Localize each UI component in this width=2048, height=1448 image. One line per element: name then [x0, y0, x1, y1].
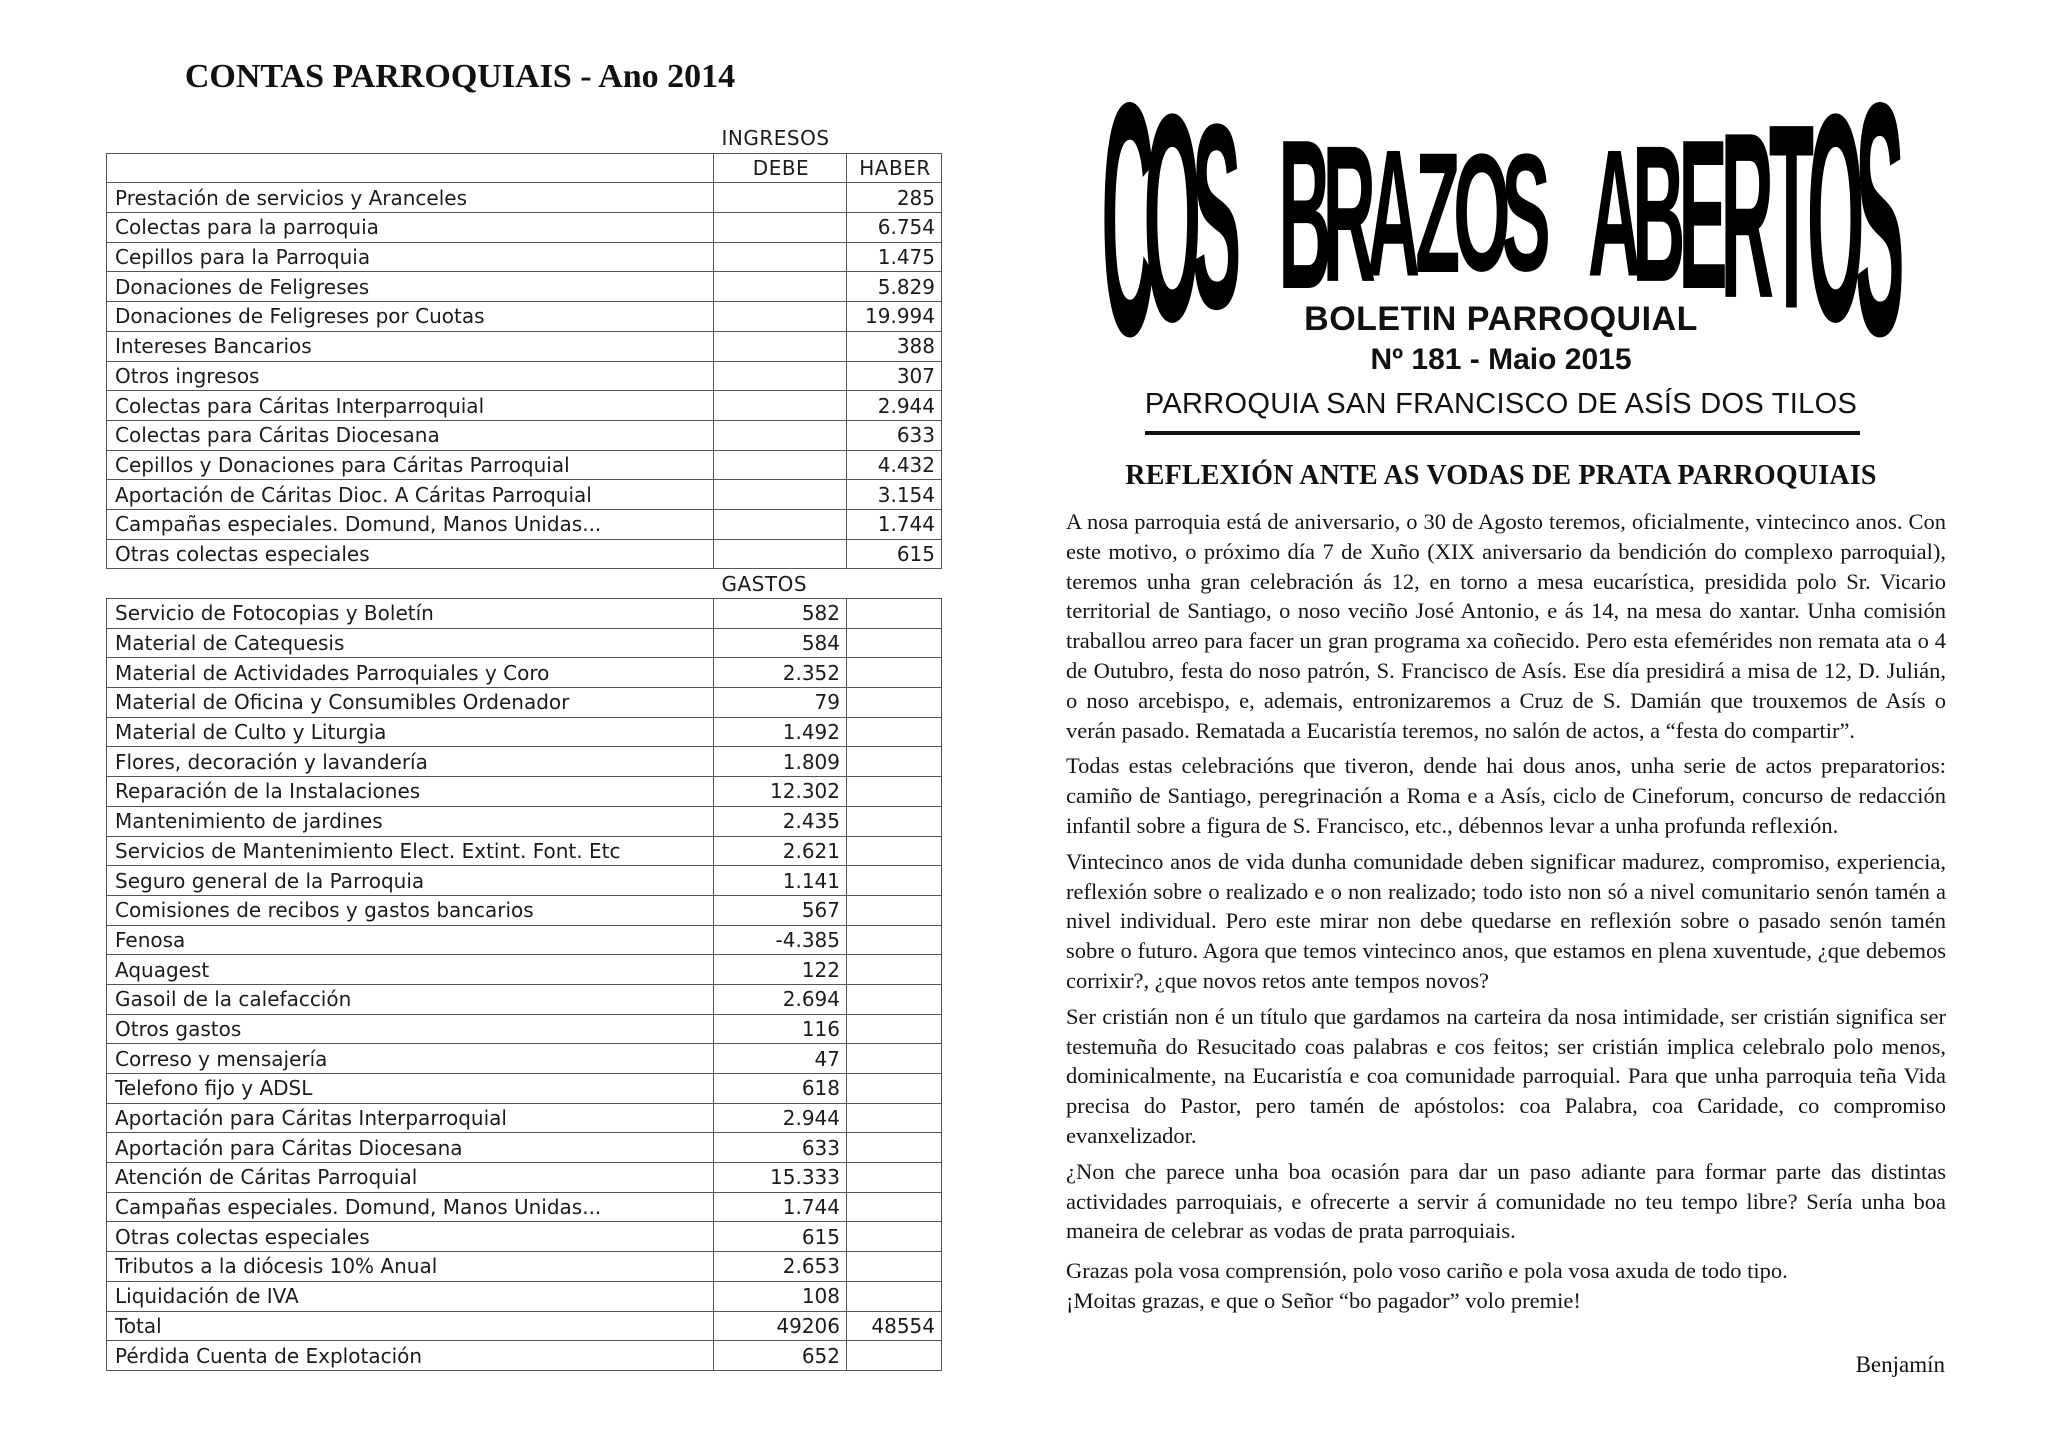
- table-row: [107, 331, 942, 361]
- masthead-letter: C: [1101, 70, 1155, 350]
- masthead-letter: R: [1322, 106, 1376, 324]
- table-row: [107, 213, 942, 243]
- concept-cell: Campañas especiales. Domund, Manos Unidas...: [107, 1192, 714, 1222]
- haber-cell: [847, 1103, 942, 1133]
- debe-cell: 2.621: [714, 836, 847, 866]
- concept-cell: Material de Oficina y Consumibles Ordenador: [107, 688, 714, 718]
- concept-cell: Colectas para Cáritas Diocesana: [107, 420, 714, 450]
- section-row: [107, 124, 942, 153]
- section-label-gastos: GASTOS: [721, 571, 808, 596]
- masthead-letter: E: [1678, 95, 1728, 334]
- table-row: [107, 302, 942, 332]
- haber-cell: 633: [847, 420, 942, 450]
- concept-cell: Seguro general de la Parroquia: [107, 866, 714, 896]
- table-row: [107, 183, 942, 213]
- haber-cell: [847, 628, 942, 658]
- table-row: [107, 895, 942, 925]
- concept-cell: Colectas para la parroquia: [107, 213, 714, 243]
- debe-cell: 615: [714, 1222, 847, 1252]
- debe-cell: 2.352: [714, 658, 847, 688]
- haber-cell: [847, 717, 942, 747]
- section-row: [107, 569, 942, 599]
- haber-cell: 285: [847, 183, 942, 213]
- concept-cell: Material de Culto y Liturgia: [107, 717, 714, 747]
- article-paragraph: Vintecinco anos de vida dunha comunidade deben significar madurez, compromiso, experiencia, reflexión sobre o realizado e o non realizado; todo isto non só a nivel comunitario senón tamén a nivel individual. Pero este mirar non debe quedarse en reflexión sobre o pasado senón tamén sobre o futuro. Agora que temos vintecinco anos, que estamos en plena xuventude, ¿que debemos corrixir?, ¿que novos retos ante tempos novos?: [1066, 848, 1946, 993]
- haber-cell: [847, 866, 942, 896]
- haber-cell: [847, 1044, 942, 1074]
- masthead-letter: S: [1501, 120, 1551, 307]
- debe-cell: [714, 539, 847, 569]
- concept-cell: Aportación de Cáritas Dioc. A Cáritas Parroquial: [107, 480, 714, 510]
- debe-cell: 633: [714, 1133, 847, 1163]
- table-row: [107, 1281, 942, 1311]
- debe-cell: 1.492: [714, 717, 847, 747]
- table-row: [107, 1014, 942, 1044]
- debe-cell: 15.333: [714, 1163, 847, 1193]
- haber-cell: 19.994: [847, 302, 942, 332]
- haber-cell: 307: [847, 361, 942, 391]
- concept-cell: Aquagest: [107, 955, 714, 985]
- table-row: [107, 836, 942, 866]
- table-row: [107, 1222, 942, 1252]
- masthead-letter: B: [1278, 95, 1332, 334]
- blank-cell: [107, 124, 714, 153]
- debe-cell: 1.809: [714, 747, 847, 777]
- haber-cell: [847, 1222, 942, 1252]
- table-row: [107, 1252, 942, 1282]
- closing-line: ¡Moitas grazas, e que o Señor “bo pagador” volo premie!: [1066, 1287, 1581, 1313]
- debe-cell: 2.435: [714, 806, 847, 836]
- debe-cell: 584: [714, 628, 847, 658]
- table-row: [107, 717, 942, 747]
- concept-cell: Liquidación de IVA: [107, 1281, 714, 1311]
- masthead-letter: T: [1768, 70, 1815, 350]
- debe-cell: [714, 480, 847, 510]
- loss-label: Pérdida Cuenta de Explotación: [107, 1341, 714, 1371]
- masthead-letter: O: [1806, 70, 1865, 350]
- haber-cell: [847, 1014, 942, 1044]
- accounts-title: CONTAS PARROQUIAIS - Ano 2014: [184, 58, 736, 95]
- table-row: [107, 1074, 942, 1104]
- concept-cell: Otras colectas especiales: [107, 1222, 714, 1252]
- haber-cell: [847, 925, 942, 955]
- debe-cell: [714, 391, 847, 421]
- concept-cell: Cepillos para la Parroquia: [107, 242, 714, 272]
- concept-cell: Otros gastos: [107, 1014, 714, 1044]
- concept-cell: Aportación para Cáritas Diocesana: [107, 1133, 714, 1163]
- masthead-letter: S: [1855, 70, 1905, 350]
- masthead-letter: R: [1720, 85, 1774, 349]
- debe-cell: [714, 420, 847, 450]
- table-row: [107, 420, 942, 450]
- debe-cell: 1.744: [714, 1192, 847, 1222]
- table-row: [107, 599, 942, 629]
- haber-cell: 5.829: [847, 272, 942, 302]
- table-row: [107, 272, 942, 302]
- haber-cell: [847, 895, 942, 925]
- concept-cell: Tributos a la diócesis 10% Anual: [107, 1252, 714, 1282]
- article-paragraph: Todas estas celebracións que tiveron, dende hai dous anos, unha serie de actos preparatorios: camiño de Santiago, peregrinación a Roma e a Asís, ciclo de Cineforum, concurso de redacción infantil sobre a figura de S. Francisco, etc., débennos levar a unha profunda reflexión.: [1066, 753, 1946, 838]
- concept-cell: Correso y mensajería: [107, 1044, 714, 1074]
- concept-cell: Atención de Cáritas Parroquial: [107, 1163, 714, 1193]
- concept-cell: Gasoil de la calefacción: [107, 984, 714, 1014]
- debe-cell: 116: [714, 1014, 847, 1044]
- table-row: [107, 1192, 942, 1222]
- debe-cell: 2.653: [714, 1252, 847, 1282]
- table-row: [107, 1044, 942, 1074]
- haber-cell: [847, 1133, 942, 1163]
- table-row: [107, 242, 942, 272]
- table-row: [107, 866, 942, 896]
- header-divider: [1145, 431, 1860, 435]
- concept-cell: Campañas especiales. Domund, Manos Unidas...: [107, 509, 714, 539]
- article-paragraph: A nosa parroquia está de aniversario, o 30 de Agosto teremos, oficialmente, vintecinco anos. Con este motivo, o próximo día 7 de Xuño (XIX aniversario da bendición do complexo parroquial), teremos unha gran celebración ás 12, en torno a mesa eucarística, presidida polo Sr. Vicario territorial de Santiago, o noso veciño José Antonio, e ás 14, na mesa do xantar. Unha comisión traballou arreo para facer un gran programa xa coñecido. Pero esta efemérides non remata ata o 4 de Outubro, festa do noso patrón, S. Francisco de Asís. Ese día presidirá a misa de 12, D. Julián, o noso arcebispo, e, ademais, entronizaremos a Cruz de S. Damián que trouxemos de Asís o verán pasado. Rematada a Eucaristía teremos, no salón de actos, a “festa do compartir”.: [1066, 509, 1946, 743]
- issue-number: Nº 181 - Maio 2015: [1370, 343, 1632, 376]
- concept-cell: Flores, decoración y lavandería: [107, 747, 714, 777]
- debe-cell: [714, 213, 847, 243]
- haber-cell: [847, 1252, 942, 1282]
- concept-cell: Fenosa: [107, 925, 714, 955]
- haber-cell: [847, 806, 942, 836]
- concept-cell: Telefono fijo y ADSL: [107, 1074, 714, 1104]
- table-row: [107, 1103, 942, 1133]
- blank-cell: [107, 569, 714, 599]
- haber-cell: [847, 747, 942, 777]
- haber-cell: [847, 658, 942, 688]
- concept-cell: Servicios de Mantenimiento Elect. Extint. Font. Etc: [107, 836, 714, 866]
- haber-cell: [847, 1192, 942, 1222]
- concept-cell: Aportación para Cáritas Interparroquial: [107, 1103, 714, 1133]
- debe-cell: 122: [714, 955, 847, 985]
- haber-cell: [847, 836, 942, 866]
- concept-cell: Donaciones de Feligreses: [107, 272, 714, 302]
- haber-cell: [847, 984, 942, 1014]
- debe-cell: 2.694: [714, 984, 847, 1014]
- debe-cell: 108: [714, 1281, 847, 1311]
- table-row: [107, 984, 942, 1014]
- debe-cell: [714, 183, 847, 213]
- debe-cell: [714, 509, 847, 539]
- article-title: REFLEXIÓN ANTE AS VODAS DE PRATA PARROQUIAIS: [1125, 460, 1877, 491]
- debe-cell: 79: [714, 688, 847, 718]
- haber-cell: 615: [847, 539, 942, 569]
- masthead-letter: Z: [1415, 117, 1461, 310]
- closing-line: Grazas pola vosa comprensión, polo voso cariño e pola vosa axuda de todo tipo.: [1066, 1258, 1788, 1284]
- haber-cell: 6.754: [847, 213, 942, 243]
- loss-row: [107, 1341, 942, 1371]
- haber-cell: [847, 955, 942, 985]
- haber-cell: 4.432: [847, 450, 942, 480]
- haber-cell: [847, 1163, 942, 1193]
- haber-cell: [847, 1341, 942, 1371]
- table-row: [107, 361, 942, 391]
- masthead-letter: A: [1366, 113, 1421, 315]
- debe-cell: [714, 272, 847, 302]
- loss-debe: 652: [714, 1341, 847, 1371]
- debe-cell: 618: [714, 1074, 847, 1104]
- debe-cell: -4.385: [714, 925, 847, 955]
- haber-cell: 2.944: [847, 391, 942, 421]
- masthead-letter: O: [1453, 120, 1511, 307]
- total-row: [107, 1311, 942, 1341]
- total-haber: 48554: [847, 1311, 942, 1341]
- debe-cell: [714, 302, 847, 332]
- debe-cell: [714, 450, 847, 480]
- debe-cell: 12.302: [714, 777, 847, 807]
- table-row: [107, 747, 942, 777]
- haber-cell: 1.475: [847, 242, 942, 272]
- haber-cell: 1.744: [847, 509, 942, 539]
- table-row: [107, 480, 942, 510]
- haber-cell: 388: [847, 331, 942, 361]
- haber-cell: 3.154: [847, 480, 942, 510]
- table-row: [107, 1163, 942, 1193]
- haber-cell: [847, 688, 942, 718]
- table-row: [107, 628, 942, 658]
- concept-cell: Reparación de la Instalaciones: [107, 777, 714, 807]
- table-row: [107, 450, 942, 480]
- concept-cell: Servicio de Fotocopias y Boletín: [107, 599, 714, 629]
- concept-cell: Otros ingresos: [107, 361, 714, 391]
- accounts-table: [106, 124, 942, 1371]
- table-row: [107, 1133, 942, 1163]
- debe-cell: 567: [714, 895, 847, 925]
- table-row: [107, 806, 942, 836]
- column-header-row: [107, 153, 942, 183]
- concept-cell: Colectas para Cáritas Interparroquial: [107, 391, 714, 421]
- article-body: [1066, 507, 1946, 1316]
- column-header-debe: DEBE: [714, 153, 847, 183]
- table-row: [107, 777, 942, 807]
- concept-cell: Prestación de servicios y Aranceles: [107, 183, 714, 213]
- section-label-ingresos: INGRESOS: [721, 126, 830, 151]
- concept-cell: Intereses Bancarios: [107, 331, 714, 361]
- concept-cell: Otras colectas especiales: [107, 539, 714, 569]
- blank-cell: [107, 153, 714, 183]
- concept-cell: Donaciones de Feligreses por Cuotas: [107, 302, 714, 332]
- total-debe: 49206: [714, 1311, 847, 1341]
- debe-cell: 1.141: [714, 866, 847, 896]
- haber-cell: [847, 599, 942, 629]
- masthead-letter: S: [1191, 70, 1242, 350]
- haber-cell: [847, 1074, 942, 1104]
- concept-cell: Material de Catequesis: [107, 628, 714, 658]
- table-row: [107, 509, 942, 539]
- haber-cell: [847, 777, 942, 807]
- table-row: [107, 539, 942, 569]
- parish-name: PARROQUIA SAN FRANCISCO DE ASÍS DOS TILOS: [1144, 388, 1858, 420]
- debe-cell: 2.944: [714, 1103, 847, 1133]
- bulletin-name: BOLETIN PARROQUIAL: [1304, 300, 1698, 338]
- table-row: [107, 658, 942, 688]
- haber-cell: [847, 1281, 942, 1311]
- concept-cell: Cepillos y Donaciones para Cáritas Parroquial: [107, 450, 714, 480]
- concept-cell: Comisiones de recibos y gastos bancarios: [107, 895, 714, 925]
- signature: Benjamín: [1855, 1352, 1945, 1377]
- total-label: Total: [107, 1311, 714, 1341]
- table-row: [107, 688, 942, 718]
- debe-cell: [714, 331, 847, 361]
- debe-cell: [714, 242, 847, 272]
- masthead-letter: O: [1143, 70, 1202, 350]
- concept-cell: Material de Actividades Parroquiales y Coro: [107, 658, 714, 688]
- masthead-letter: B: [1632, 106, 1686, 324]
- column-header-haber: HABER: [847, 153, 942, 183]
- table-row: [107, 391, 942, 421]
- table-row: [107, 955, 942, 985]
- article-paragraph: ¿Non che parece unha boa ocasión para dar un paso adiante para formar parte das distintas actividades parroquiais, e ofrecerte a servir á comunidade no teu tempo libre? Sería unha boa maneira de celebrar as vodas de prata parroquiais.: [1066, 1158, 1946, 1244]
- article-paragraph: Ser cristián non é un título que gardamos na carteira da nosa intimidade, ser cristián significa ser testemuña do Resucitado coas palabras e cos feitos; ser cristián implica celebralo polo menos, dominicalmente, na Eucaristía e coa comunidade parroquial. Para que unha parroquia teña Vida precisa do Pastor, pero tamén de apóstolos: coa Palabra, coa Caridade, co compromiso evanxelizador.: [1066, 1003, 1946, 1148]
- concept-cell: Mantenimiento de jardines: [107, 806, 714, 836]
- masthead-letter: A: [1587, 113, 1642, 315]
- table-row: [107, 925, 942, 955]
- debe-cell: [714, 361, 847, 391]
- debe-cell: 47: [714, 1044, 847, 1074]
- debe-cell: 582: [714, 599, 847, 629]
